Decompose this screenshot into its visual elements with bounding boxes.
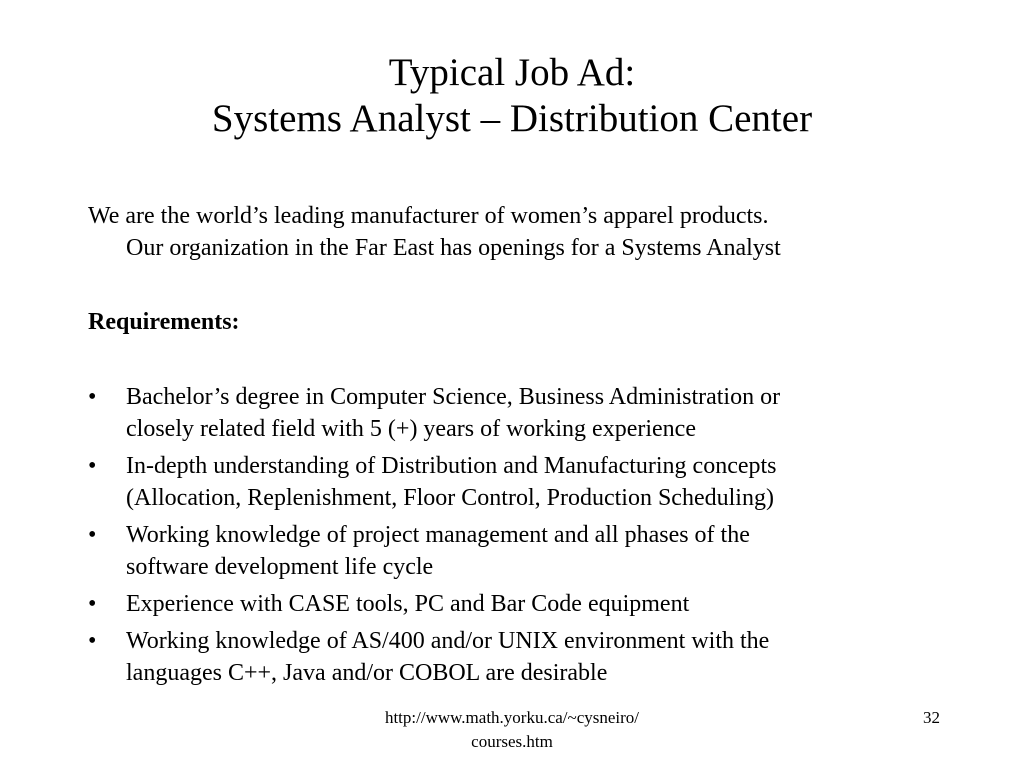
requirement-text-line-2: software development life cycle (126, 554, 434, 580)
bullet-icon: • (88, 453, 97, 479)
requirement-text-line-2: closely related field with 5 (+) years of working experience (126, 416, 696, 442)
requirement-item (88, 588, 928, 620)
requirement-text-line-1: Working knowledge of AS/400 and/or UNIX environment with the (126, 628, 770, 654)
requirement-text-line-1: Experience with CASE tools, PC and Bar Code equipment (126, 591, 690, 617)
requirement-text-line-1: Bachelor’s degree in Computer Science, Business Administration or (126, 384, 781, 410)
requirement-item (88, 381, 928, 445)
slide-title-line-2: Systems Analyst – Distribution Center (211, 97, 813, 140)
footer-url-line-1: http://www.math.yorku.ca/~cysneiro/ (384, 708, 640, 727)
footer-url-line-2: courses.htm (471, 732, 553, 751)
requirement-item (88, 450, 928, 514)
bullet-icon: • (88, 628, 97, 654)
requirements-list (88, 381, 928, 689)
requirement-text-line-1: In-depth understanding of Distribution and Manufacturing concepts (126, 453, 777, 479)
intro-paragraph (88, 200, 928, 264)
slide-title (0, 50, 1024, 142)
bullet-icon: • (88, 384, 97, 410)
page-number: 32 (923, 708, 940, 727)
bullet-icon: • (88, 591, 97, 617)
slide-body (88, 200, 928, 694)
requirement-item (88, 625, 928, 689)
intro-line-2: Our organization in the Far East has openings for a Systems Analyst (126, 235, 781, 261)
intro-line-1: We are the world’s leading manufacturer of women’s apparel products. (88, 203, 769, 229)
requirement-text-line-1: Working knowledge of project management and all phases of the (126, 522, 750, 548)
requirement-text-line-2: languages C++, Java and/or COBOL are desirable (126, 660, 608, 686)
footer-url (312, 706, 712, 754)
slide-title-line-1: Typical Job Ad: (388, 51, 636, 94)
requirements-heading: Requirements: (88, 309, 240, 335)
requirement-item (88, 519, 928, 583)
bullet-icon: • (88, 522, 97, 548)
requirement-text-line-2: (Allocation, Replenishment, Floor Control, Production Scheduling) (126, 485, 774, 511)
